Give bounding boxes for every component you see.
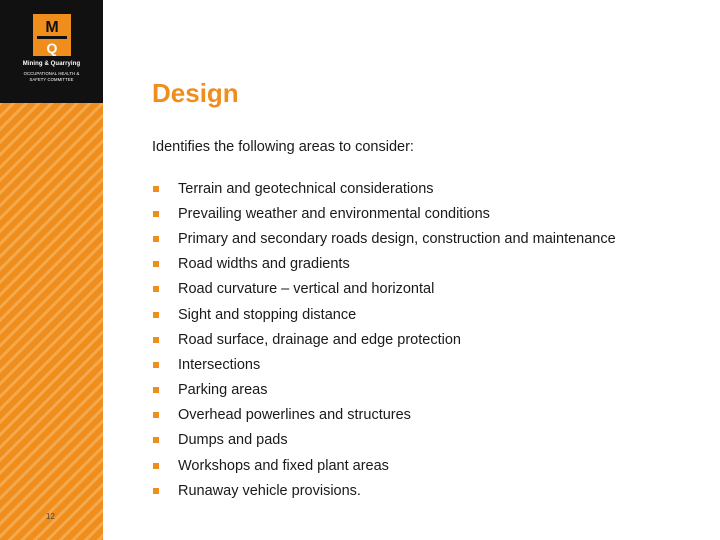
svg-text:Q: Q [46,40,58,56]
square-bullet-icon [153,412,159,418]
square-bullet-icon [153,312,159,318]
list-item-text: Terrain and geotechnical considerations [178,180,434,197]
square-bullet-icon [153,261,159,267]
list-item [152,352,616,377]
square-bullet-icon [153,337,159,343]
list-item [152,252,616,277]
square-bullet-icon [153,463,159,469]
list-item [152,226,616,251]
list-item [152,327,616,352]
list-item-text: Road widths and gradients [178,256,350,273]
list-item [152,378,616,403]
list-item [152,403,616,428]
mq-logo-icon [33,14,71,56]
list-item [152,428,616,453]
list-item [152,176,616,201]
list-item-text: Road surface, drainage and edge protection [178,331,461,348]
logo-subtitle [0,71,103,83]
list-item-text: Primary and secondary roads design, construction and maintenance [178,230,616,247]
intro-text: Identifies the following areas to consider: [152,139,414,155]
square-bullet-icon [153,186,159,192]
bullet-list [152,176,616,503]
slide-title: Design [152,78,239,108]
svg-text:M: M [45,19,59,36]
list-item [152,453,616,478]
list-item-text: Road curvature – vertical and horizontal [178,281,435,298]
square-bullet-icon [153,488,159,494]
list-item [152,201,616,226]
list-item-text: Prevailing weather and environmental conditions [178,205,490,222]
logo-subtitle-line2: SAFETY COMMITTEE [29,77,74,82]
square-bullet-icon [153,211,159,217]
square-bullet-icon [153,286,159,292]
logo-subtitle-line1: OCCUPATIONAL HEALTH & [23,71,80,76]
logo [0,0,103,103]
list-item [152,302,616,327]
square-bullet-icon [153,387,159,393]
square-bullet-icon [153,437,159,443]
list-item-text: Parking areas [178,382,268,399]
square-bullet-icon [153,236,159,242]
list-item [152,478,616,503]
logo-name: Mining & Quarrying [22,61,81,67]
sidebar [0,0,103,540]
list-item-text: Intersections [178,356,261,373]
list-item-text: Runaway vehicle provisions. [178,482,361,499]
list-item-text: Sight and stopping distance [178,306,357,323]
list-item-text: Workshops and fixed plant areas [178,457,389,474]
page-number: 12 [46,512,55,521]
list-item-text: Dumps and pads [178,432,288,449]
list-item [152,277,616,302]
list-item-text: Overhead powerlines and structures [178,407,411,424]
square-bullet-icon [153,362,159,368]
